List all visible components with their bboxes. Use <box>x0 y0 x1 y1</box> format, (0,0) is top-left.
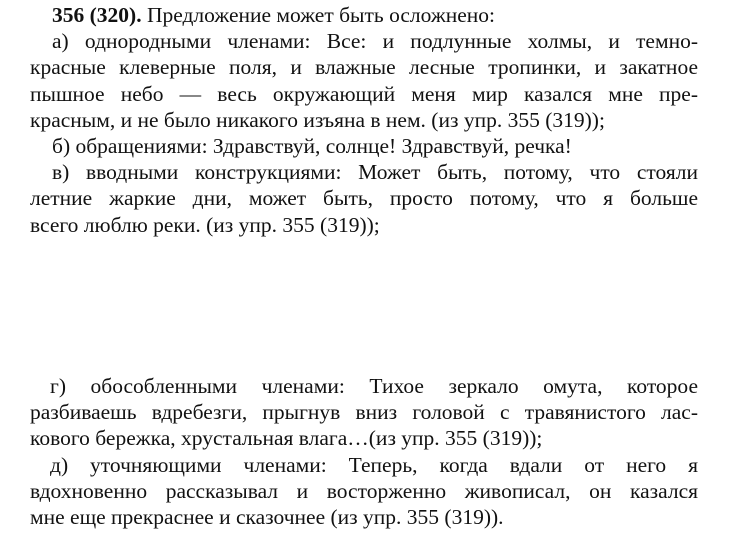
text-line: кового бережка, хрустальная влага…(из упр. 355 (319)); <box>30 426 543 451</box>
text-block-bottom <box>30 373 698 530</box>
text-line: б) обращениями: Здравствуй, солнце! Здравствуй, речка! <box>52 133 572 158</box>
text-line: д) уточняющими членами: Теперь, когда вдали от него я <box>50 452 698 477</box>
text-line: г) обособленными членами: Тихое зеркало омута, которое <box>50 374 698 398</box>
text-line: красным, и не было никакого изъяна в нем. (из упр. 355 (319)); <box>30 107 605 132</box>
text-block-top <box>30 2 698 238</box>
exercise-number: 356 (320). <box>52 3 142 27</box>
text-line: в) вводными конструкциями: Может быть, потому, что стояли <box>52 160 698 185</box>
text-line: красные клеверные поля, и влажные лесные тропинки, и закатное <box>30 55 698 80</box>
text-line: пышное небо — весь окружающий меня мир казался мне пре- <box>30 81 698 106</box>
exercise-title <box>30 2 698 28</box>
text-line: разбиваешь вдребезги, прыгнув вниз головой с травянистого лас- <box>30 400 698 425</box>
text-line: а) однородными членами: Все: и подлунные холмы, и темно- <box>52 29 698 54</box>
text-line: всего люблю реки. (из упр. 355 (319)); <box>30 212 380 237</box>
text-line: вдохновенно рассказывал и восторженно живописал, он казался <box>30 478 698 503</box>
text-line: летние жаркие дни, может быть, просто потому, что я больше <box>30 186 698 211</box>
exercise-heading: Предложение может быть осложнено: <box>146 3 495 27</box>
text-line: мне еще прекраснее и сказочнее (из упр. 355 (319)). <box>30 504 504 529</box>
